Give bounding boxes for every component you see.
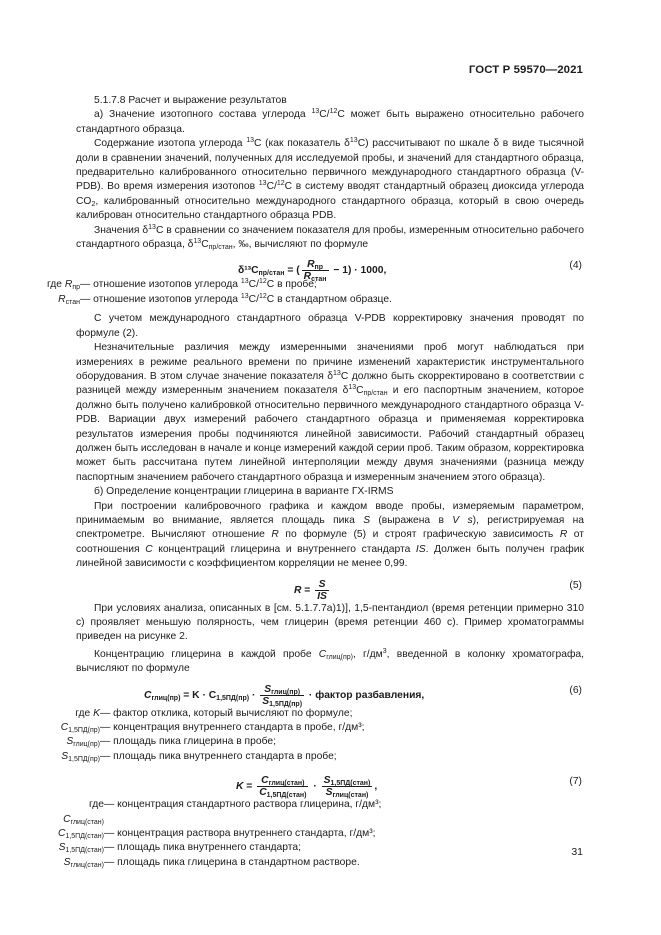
where-item: $S_{1,5ПД(стан)}$ — площадь пика внутреннего стандарта; — [58, 842, 301, 855]
paragraph-calibration: При построении калибровочного графика и каждом вводе пробы, измеряемым параметром, принимаемым во внимание, является площадь пика S (выражена в V s), регистрируемая на спектрометре. Вычисляют отношение R по формуле (5) и строят графическую зависимость R от соотношения C концентраций глицерина и внутреннего стандарта IS. Должен быть получен график линейной зависимости с коэффициентом корреляции не менее 0,99. — [76, 500, 585, 570]
formula-7-expression: K = $\frac{C_{глиц(стан)}}{C_{1,5ПД(стан)}}$ · $\frac{S_{1,5ПД(стан)}}{S_{глиц(стан)}}$ , — [236, 775, 378, 800]
formula-4 — [76, 252, 584, 284]
paragraph-isotope-content: Содержание изотопа углерода $^{13}$C (как показатель $\delta^{13}C$) рассчитывают по шкале δ в виде тысячной доли в сравнении значений, полученных для исследуемой пробы, и значений для стандартного образца, предварительно калиброванного относительно первичного международного стандартного образца (V-PDB). Во время измерения изотопов $^{13}$C/$^{12}$C в систему вводят стандартный образец диоксида углерода $CO_2$, калиброванный относительно международного стандартного образца, который в свою очередь калиброван относительно стандартного образца PDB. — [76, 137, 584, 222]
where-item: где $C_{глиц(стан)}$ — концентрация стандартного раствора глицерина, г/дм³; — [63, 799, 382, 826]
where-item: $R_{стан}$ — отношение изотопов углерода $^{13}$C/$^{12}$C в стандартном образце. — [58, 292, 392, 306]
formula-5-expression: R = $\frac{S}{IS}$ — [294, 578, 327, 602]
where-item: где $R_{пр}$ — отношение изотопов углерода $^{13}$C/$^{12}$C в пробе; — [46, 278, 317, 292]
where-item: где K — фактор отклика, который вычисляют по формуле; — [75, 707, 353, 719]
formula-5 — [76, 572, 584, 602]
paragraph-b: б) Определение концентрации глицерина в варианте ГХ-IRMS — [94, 486, 394, 498]
formula-4-expression: $\delta^{13}C_{пр/стан}$ = ( $\frac{R_{пр}}{R_{стан}}$ − 1) · 1000, — [238, 259, 387, 284]
where-item: $C_{1,5ПД(пр)}$ — концентрация внутреннего стандарта в пробе, г/дм³; — [60, 722, 365, 735]
where-list-2 — [60, 707, 584, 765]
paragraph-analysis-conditions: При условиях анализа, описанных в [см. 5.1.7.7а)1)], 1,5-пентандиол (время ретенции примерно 310 с) проявляет меньшую полярность, чем глицерин (время ретенции 460 с). Пример хроматограммы приведен на рисунке 2. — [76, 602, 584, 643]
formula-7-number: (7) — [569, 776, 582, 788]
where-item: $S_{глиц(стан)}$ — площадь пика глицерина в стандартном растворе. — [63, 856, 360, 869]
paragraph-delta-values: Значения $\delta^{13}C$ в сравнении со значением показателя для пробы, измеренным относительно рабочего стандартного образца, $\delta^{13}C_{пр/стан}$, ‰, вычисляют по формуле — [76, 223, 584, 252]
formula-6 — [76, 677, 584, 707]
where-item: $S_{1,5ПД(пр)}$ — площадь пика внутреннего стандарта в пробе; — [61, 750, 337, 763]
formula-7 — [76, 768, 584, 798]
paragraph-measurement-variations: Незначительные различия между измеренными значениями проб могут наблюдаться при измерениях в режиме реального времени по причине изменений характеристик инструментального оборудования. В этом случае значение показателя $\delta^{13}C$ должно быть скорректировано в соответствии с разницей между измеренным значением показателя $\delta^{13}C_{пр/стан}$ и его паспортным значением, которое должно быть получено калибровкой относительно первичного международного стандартного образца V-PDB. Вариации двух измерений рабочего стандартного образца и применяемая корректировка результатов измерения пробы подчиняются линейной зависимости. Рабочий стандартный образец должен быть исследован в начале и конце измерений каждой серии проб. Таким образом, корректировка может быть рассчитана путем линейной интерполяции между двумя значениями (разница между паспортным значением рабочего стандартного образца и измеренным значением этого образца). — [76, 342, 584, 483]
section-title: 5.1.7.8 Расчет и выражение результатов — [94, 95, 287, 106]
paragraph-glycerol-concentration: Концентрацию глицерина в каждой пробе $C_{глиц(пр)}$, $г/дм^3$, введенной в колонку хроматографа, вычисляют по формуле — [76, 647, 584, 675]
where-list-1 — [46, 278, 584, 307]
where-list-3 — [58, 798, 584, 870]
document-body — [46, 94, 585, 870]
formula-6-number: (6) — [569, 684, 582, 696]
where-item: $C_{1,5ПД(стан)}$ — концентрация раствора внутреннего стандарта, г/дм³; — [58, 828, 376, 841]
document-code-header: ГОСТ Р 59570—2021 — [468, 64, 583, 76]
page-number: 31 — [571, 846, 583, 858]
formula-5-number: (5) — [569, 579, 582, 591]
paragraph-vpdb-correction: С учетом международного стандартного образца V-PDB корректировку значения проводят по формуле (2). — [76, 313, 584, 339]
where-item: $S_{глиц(пр)}$ — площадь пика глицерина в пробе; — [66, 736, 276, 749]
formula-4-number: (4) — [569, 260, 582, 272]
formula-6-expression: $C_{глиц(пр)} = K \cdot C_{1,5ПД(пр)}$ · $\frac{S_{глиц(пр)}}{S_{1,5ПД(пр)}}$ · фактор разбавления, — [144, 683, 425, 708]
paragraph-a: а) Значение изотопного состава углерода $^{13}$C/$^{12}$C может быть выражено относительно рабочего стандартного образца. — [76, 108, 584, 135]
